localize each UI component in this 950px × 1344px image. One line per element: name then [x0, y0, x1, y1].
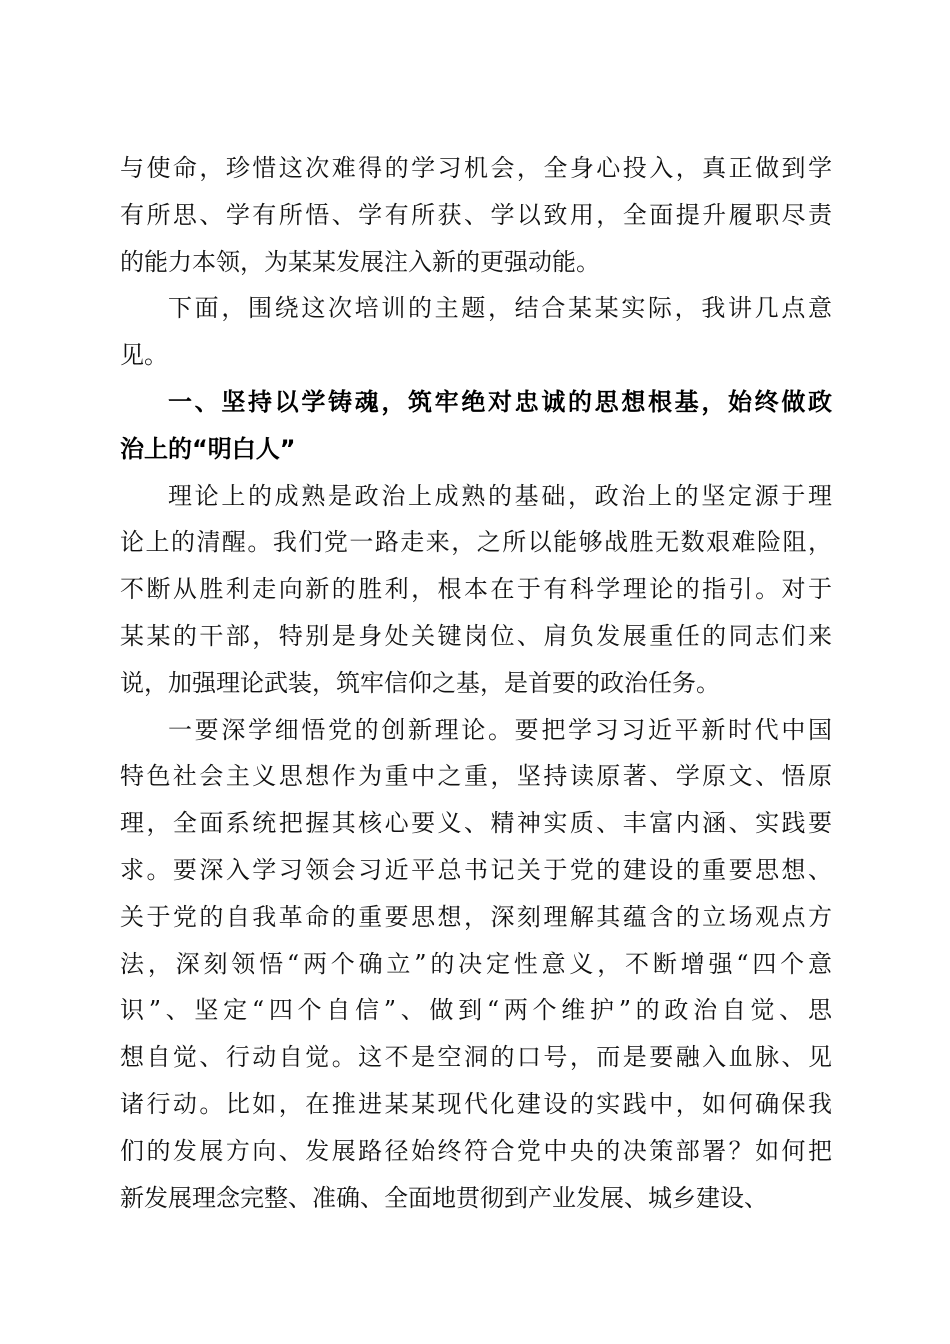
text-line: 某某的干部，特别是身处关键岗位、肩负发展重任的同志们来	[120, 621, 832, 650]
body-paragraph	[120, 473, 832, 707]
text-line: 识”、坚定“四个自信”、做到“两个维护”的政治自觉、思	[120, 996, 832, 1025]
text-line: 一要深学细悟党的创新理论。要把学习习近平新时代中国	[168, 715, 832, 744]
text-line: 求。要深入学习领会习近平总书记关于党的建设的重要思想、	[120, 855, 832, 884]
body-paragraph	[120, 285, 832, 379]
text-line: 说，加强理论武装，筑牢信仰之基，是首要的政治任务。	[120, 668, 720, 697]
text-line: 理论上的成熟是政治上成熟的基础，政治上的坚定源于理	[168, 481, 832, 510]
heading-line: 一、坚持以学铸魂，筑牢绝对忠诚的思想根基，始终做政	[168, 387, 832, 416]
text-line: 与使命，珍惜这次难得的学习机会，全身心投入，真正做到学	[120, 154, 832, 182]
text-line: 法，深刻领悟“两个确立”的决定性意义，不断增强“四个意	[120, 949, 832, 978]
text-line: 关于党的自我革命的重要思想，深刻理解其蕴含的立场观点方	[120, 902, 832, 931]
document-body	[120, 145, 832, 1221]
text-line: 特色社会主义思想作为重中之重，坚持读原著、学原文、悟原	[120, 762, 832, 791]
section-heading	[120, 379, 832, 473]
body-paragraph	[120, 145, 832, 285]
text-line: 有所思、学有所悟、学有所获、学以致用，全面提升履职尽责	[120, 200, 832, 229]
text-line: 不断从胜利走向新的胜利，根本在于有科学理论的指引。对于	[120, 575, 832, 604]
text-line: 下面，围绕这次培训的主题，结合某某实际，我讲几点意	[168, 294, 832, 323]
text-line: 们的发展方向、发展路径始终符合党中央的决策部署？如何把	[120, 1136, 832, 1165]
text-line: 论上的清醒。我们党一路走来，之所以能够战胜无数艰难险阻，	[120, 528, 832, 557]
heading-line: 治上的“明白人”	[120, 434, 296, 463]
text-line: 想自觉、行动自觉。这不是空洞的口号，而是要融入血脉、见	[120, 1043, 832, 1072]
text-line: 的能力本领，为某某发展注入新的更强动能。	[120, 247, 600, 276]
text-line: 诸行动。比如，在推进某某现代化建设的实践中，如何确保我	[120, 1089, 832, 1118]
text-line: 理，全面系统把握其核心要义、精神实质、丰富内涵、实践要	[120, 809, 832, 838]
body-paragraph	[120, 707, 832, 1222]
text-line: 新发展理念完整、准确、全面地贯彻到产业发展、城乡建设、	[120, 1183, 768, 1212]
text-line: 见。	[120, 341, 168, 370]
